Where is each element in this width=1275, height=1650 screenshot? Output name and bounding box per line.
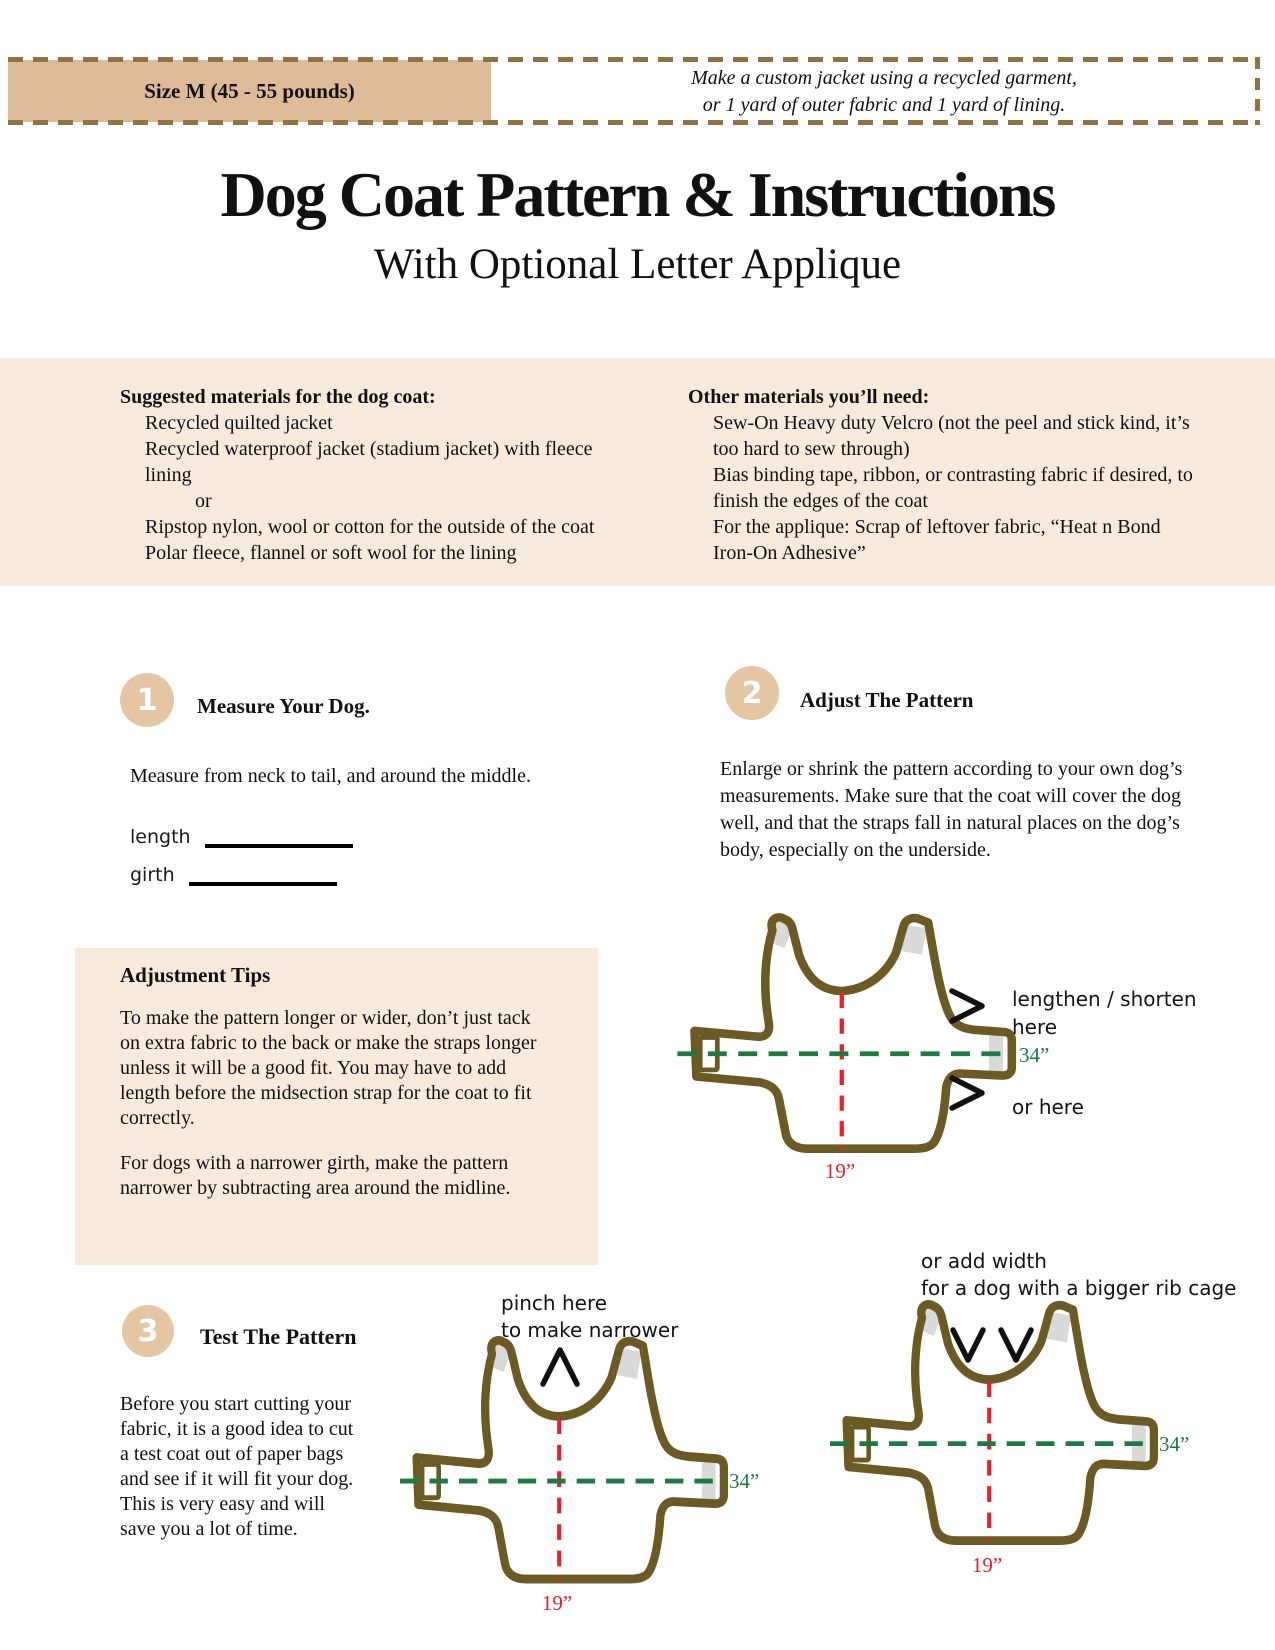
- adjustment-tips-box: [75, 948, 598, 1265]
- size-box: [8, 60, 491, 122]
- girth-value-label: 34”: [1159, 1432, 1190, 1456]
- diagram1-annotation: lengthen / shorten: [1012, 987, 1197, 1011]
- step1-body: Measure from neck to tail, and around the middle.: [130, 765, 531, 787]
- or-here-arrow-icon: [952, 1078, 982, 1108]
- materials-other-column: [688, 384, 1193, 566]
- step2-number-badge: [725, 666, 779, 720]
- tips-paragraph1: To make the pattern longer or wider, don’t just tack on extra fabric to the back or make the straps longer unless it will be a good fit. You may have to add length before the midsection strap for the coat to fit correctly.: [120, 1007, 537, 1129]
- diagram2-annotation: to make narrower: [501, 1318, 679, 1342]
- dashed-border-top: [8, 57, 1260, 62]
- dashed-border-bottom: [8, 120, 1260, 125]
- step1-number-badge: [120, 673, 174, 727]
- diagram2-annotation: pinch here: [501, 1291, 608, 1315]
- materials-item: Recycled quilted jacket: [145, 412, 333, 434]
- step1-number: 1: [136, 682, 158, 718]
- step3-body: Before you start cutting your fabric, it is a good idea to cut a test coat out of paper bags and see if it will fit your dog. This is very easy and will save you a lot of time.: [120, 1393, 354, 1540]
- diagram1-annotation: here: [1012, 1015, 1058, 1039]
- diagram3-annotation: for a dog with a bigger rib cage: [921, 1276, 1237, 1300]
- girth-row: [130, 864, 337, 886]
- length-row: [130, 826, 353, 848]
- tips-heading: Adjustment Tips: [120, 963, 271, 987]
- materials-suggested-heading: Suggested materials for the dog coat:: [120, 386, 436, 408]
- step2-heading: Adjust The Pattern: [800, 688, 974, 712]
- header-note: [528, 65, 1240, 119]
- length-blank-line: [205, 828, 353, 848]
- diagram1-annotation: or here: [1012, 1095, 1084, 1119]
- girth-value-label: 34”: [729, 1469, 760, 1493]
- materials-other-heading: Other materials you’ll need:: [688, 386, 930, 408]
- length-value-label: 19”: [971, 1553, 1003, 1577]
- add-width-v-icon: [1001, 1330, 1031, 1360]
- materials-item: Recycled waterproof jacket (stadium jacket) with fleece lining: [145, 438, 593, 486]
- length-value-label: 19”: [824, 1159, 856, 1183]
- girth-label: girth: [130, 864, 175, 886]
- page-subtitle: With Optional Letter Applique: [373, 241, 902, 288]
- materials-item: For the applique: Scrap of leftover fabric, “Heat n Bond Iron-On Adhesive”: [713, 516, 1161, 564]
- header-band: [8, 57, 1260, 125]
- size-label: Size M (45 - 55 pounds): [144, 78, 355, 103]
- diagram-adjust-pattern: [650, 875, 1265, 1210]
- step3-number-badge: [122, 1305, 174, 1357]
- diagram-pinch-narrower: [375, 1280, 780, 1630]
- materials-or: or: [195, 490, 212, 512]
- diagram-add-width: [815, 1240, 1275, 1595]
- materials-item: Sew-On Heavy duty Velcro (not the peel and stick kind, it’s too hard to sew through): [713, 412, 1190, 460]
- girth-blank-line: [189, 866, 337, 886]
- materials-section: [0, 358, 1275, 586]
- length-value-label: 19”: [541, 1591, 573, 1615]
- header-note-line1: Make a custom jacket using a recycled garment,: [691, 67, 1077, 89]
- page-title: Dog Coat Pattern & Instructions: [220, 159, 1055, 230]
- materials-item: Polar fleece, flannel or soft wool for the lining: [145, 542, 517, 564]
- step3-heading: Test The Pattern: [200, 1324, 357, 1349]
- tips-paragraph2: For dogs with a narrower girth, make the pattern narrower by subtracting area around the midline.: [120, 1152, 511, 1199]
- pinch-caret-icon: [543, 1350, 577, 1384]
- length-label: length: [130, 826, 191, 848]
- step2-number: 2: [741, 675, 763, 711]
- dashed-border-right: [1255, 57, 1260, 125]
- step3-number: 3: [137, 1313, 159, 1349]
- step2-body: Enlarge or shrink the pattern according to your own dog’s measurements. Make sure that the coat will cover the dog well, and that the straps fall in natural places on the dog’s body, especially on the underside.: [720, 758, 1183, 861]
- materials-item: Ripstop nylon, wool or cotton for the outside of the coat: [145, 516, 595, 538]
- step1-heading: Measure Your Dog.: [197, 694, 370, 718]
- girth-value-label: 34”: [1019, 1043, 1050, 1067]
- header-note-line2: or 1 yard of outer fabric and 1 yard of lining.: [702, 94, 1066, 116]
- materials-suggested-column: [120, 384, 600, 566]
- materials-item: Bias binding tape, ribbon, or contrasting fabric if desired, to finish the edges of the coat: [713, 464, 1193, 512]
- diagram3-annotation: or add width: [921, 1249, 1047, 1273]
- lengthen-arrow-icon: [952, 991, 982, 1021]
